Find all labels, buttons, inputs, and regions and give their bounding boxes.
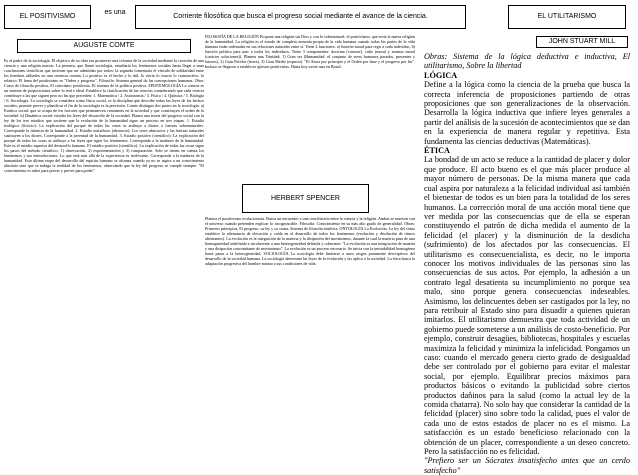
corriente-box [135,5,466,29]
comte-title: AUGUSTE COMTE [73,42,135,50]
logica-heading: LÓGICA [424,70,458,80]
comte-text: Es el padre de la sociología. El objetivo de su obra era promover una reforma de la sociedad mediante la creación de una ciencia y una religión nuevas. La primera, que llamó sociología, estudiaría los fenómenos sociales hasta llegar a unas conclusiones científicas que tuviesen que ser admitidas por todos; la segunda fomentaría el vínculo de solidaridad entre los hombres afiliados en una creencia común. Lo positivo es el hecho y lo útil, lo cierto lo exacto lo constructivo, lo relativo. El lema del positivismo es "Orden y progreso". Filosofía: Sistema general de las concepciones humanas. Obra: Curso de filosofía positiva, El catecismo positivista, El sistema de la política positiva. EPISTEMOLOGÍA La ciencia es un sistema de proposiciones sobre lo real e ideal. Establece la clasificación de las ciencias considerando que cada ciencia contribuye a las que siguen pero no las que preceden: 1. Matemática / 2. Astronomía / 3. Física / 4. Química / 5. Biología / 6. Sociología. La sociología se considera como física social, es la disciplina que describe todas las leyes de los hechos sociales, permite prever y planificar el fin de la sociología es la previsión. Comte distingue dos partes en la sociología: a) Estática social: que se ocupa de los factores que permanecen constantes en la sociedad y que constituyen el orden de la sociedad. b) Dinámica social: estudia las leyes del desarrollo de la sociedad. Planea una teoría del progreso social con la ley de los tres estadios que sostiene que la evolución de la humanidad sigue un proceso en tres etapas. 1. Estadio teológico (ficticio): La explicación del porqué de todas las cosas se atribuye a dioses o fuerzas sobrenaturales. Corresponde la infancia de la humanidad. 2. Estadio metafísico (abstracto): Los seres abstractos y las fuerzas naturales sustituyen a los dioses. Corresponde a la juventud de la humanidad. 3. Estadio positivo (científico): La explicación del porqué de todas las cosas se atribuye a las leyes que rigen los fenómenos. Corresponde a la madurez de la humanidad. Este es el estadio superior del desarrollo humano. El estadio positivo (científico): La explicación de todas las cosas sigue los pasos del método científico: 1) observación, 2) experimentación y 3) comparación. Solo se tienen en cuenta los fenómenos y sus interrelaciones. Lo que está más allá de la experiencia es irrelevante. Corresponde a la madurez de la humanidad. Esta última etapa del desarrollo del espíritu humano se alcanza cuando ya no se aspira a un conocimiento absoluto sino que se indaga la realidad de los fenómenos, observando que la ley del progreso se cumple siempre. "El conocimiento es saber para prever y prever para poder". [4,58,204,173]
religion-text: FILOSOFÍA DE LA RELIGIÓN Propone una religión sin Dios y con lo sobrenatural: el positivismo, que sería la nueva religión de la humanidad. La religión es el estado de completa armonía propia de la vida humana cuando todas las partes de la vida humana están ordenadas en sus relaciones naturales entre sí. Tiene 2 funciones: a) función moral para regir a cada individuo, b) función política para unir a todos los individuos. Tiene 3 componentes: doctrina (conocer), culto (moral y normas moral (carácter soluciones)). Plantea una Trinidad: 1) Gran ser (Humanidad: el conjunto de seres humanos pasados, presentes y futuros), 2) Gran Fetiche (tierra), 3) Gran Medio (espacio). "El Amor por principio y el Orden por base y el progreso por fin". Incluso se llegaron a establecer iglesias positivistas. Hasta hoy existe una en Brasil. [205,34,415,69]
spencer-text: Plantea el positivismo evolucionista. Busca un encuentro y una conciliación entre la ciencia y la religión. Ambas se mueven con el universo cuando pretenden explicar lo incognoscible. Filosofía: Conocimiento en su más alto grado de generalidad. Obras: Primeros principios, El progreso, su ley y su causa, Sistema de filosofía sintética. ONTOLOGÍA La Evolución. La ley del ritmo establece la alternancia de elevación y caída en el desarrollo de todos los fenómenos (evolución y disolución de ritmos alternantes). La evolución es la integración de la materia y la disipación del movimiento, durante la cual la materia pasa de una homogeneidad indefinida e incoherente a una heterogeneidad definida y coherente. "La evolución es una integración de materia y una disipación concomitante de movimiento". La evolución es un proceso necesario. Se inicia con la inestabilidad homogénea hasta pasar a la heterogeneidad. SOCIOLOGÍA La sociología debe limitarse a unos rasgos puramente descriptivos del desarrollo de la sociedad humana. La sociología determina las leyes de la evolución y las aplica a la sociedad. La ética busca la adaptación progresiva del hombre mismo a sus condiciones de vida. [205,216,415,266]
logica-text: Define a la lógica como la ciencia de la prueba que busca la correcta inferencia de proposiciones partiendo de otras proposiciones que son generalizaciones de la observación. Desarrolla la lógica inductiva que infiere leyes generales a partir del análisis de la sucesión de acontecimientos que se dan en la experiencia de manera regular y repetitiva. Esta fundamenta las ciencias deductivas (Matemáticas). [424,80,630,146]
mill-title: JOHN STUART MILL [548,38,616,46]
mill-quote: "Prefiero ser un Sócrates insatisfecho antes que un cerdo satisfecho" [424,456,630,475]
es-una-label: es una [104,9,126,16]
positivismo-label: EL POSITIVISMO [19,13,76,21]
etica-text: La bondad de un acto se reduce a la cantidad de placer y dolor que produce. El acto bueno es el que más placer produce al mayor número de personas. De la misma manera que cada cual aspira por naturaleza a la felicidad individual así también el bienestar de todos es un bien para la totalidad de los seres humanos. La corrección moral de una acción moral tiene que ver medida por las consecuencias que de ella se esperan constituyendo el patrón de dicha medida el aumento de la felicidad (el placer) y la disminución de la desdicha (sufrimiento) de los afectados por las consecuencias. El utilitarismo es consecuencialista, es decir, no le importa conocer los motivos individuales de las personas sino las consecuencias de sus actos. Por ejemplo, la adhesión a un contrato legal desatienta su incumplimiento no porque sea malo, sino porque genera consecuencias indeseables. Asimismo, los delincuentes deben ser castigados por la ley, no para retribuir al Estado sino para disuadir a quienes quieran imitarlos. El utilitarismo demuestra que toda actividad de un gobierno puede someterse a un análisis de costo-beneficio. Por ejemplo, construir desagües, bibliotecas, hospitales y escuelas maximiza la felicidad y minimiza la infelicidad. Pongamos un caso: cuando el mercado genera cierto grado de desigualdad debe ser controlado por el gobierno para evitar el malestar social, por ejemplo. Equilibrar precios máximos para productos básicos o evitando la publicidad sobre ciertos productos dañinos para la salud (como la actual ley de la comida chatarra). No solo hay que considerar la cantidad de la felicidad (placer) sino sobre todo la calidad, pues el valor de cada uno de estos estados de placer no es el mismo. La satisfacción es un estado beneficioso relacionado con la obtención de un placer, correspondiente a un deseo concreto. Pero la satisfacción no es felicidad. [424,155,630,457]
utilitarismo-box [508,5,626,29]
spencer-title: HERBERT SPENCER [271,194,340,202]
mill-text [424,52,630,475]
mill-title-box [536,36,628,48]
spencer-title-box [242,184,369,213]
corriente-label: Corriente filosófica que busca el progreso social mediante el avance de la ciencia. [173,13,428,21]
etica-heading: ÉTICA [424,146,450,156]
comte-title-box [17,39,191,53]
mill-obras: Obras: Sistema de la lógica deductiva e inductiva, El utilitarismo, Sobre la libertad [424,52,630,71]
positivismo-box [4,5,91,29]
utilitarismo-label: EL UTILITARISMO [537,13,597,21]
